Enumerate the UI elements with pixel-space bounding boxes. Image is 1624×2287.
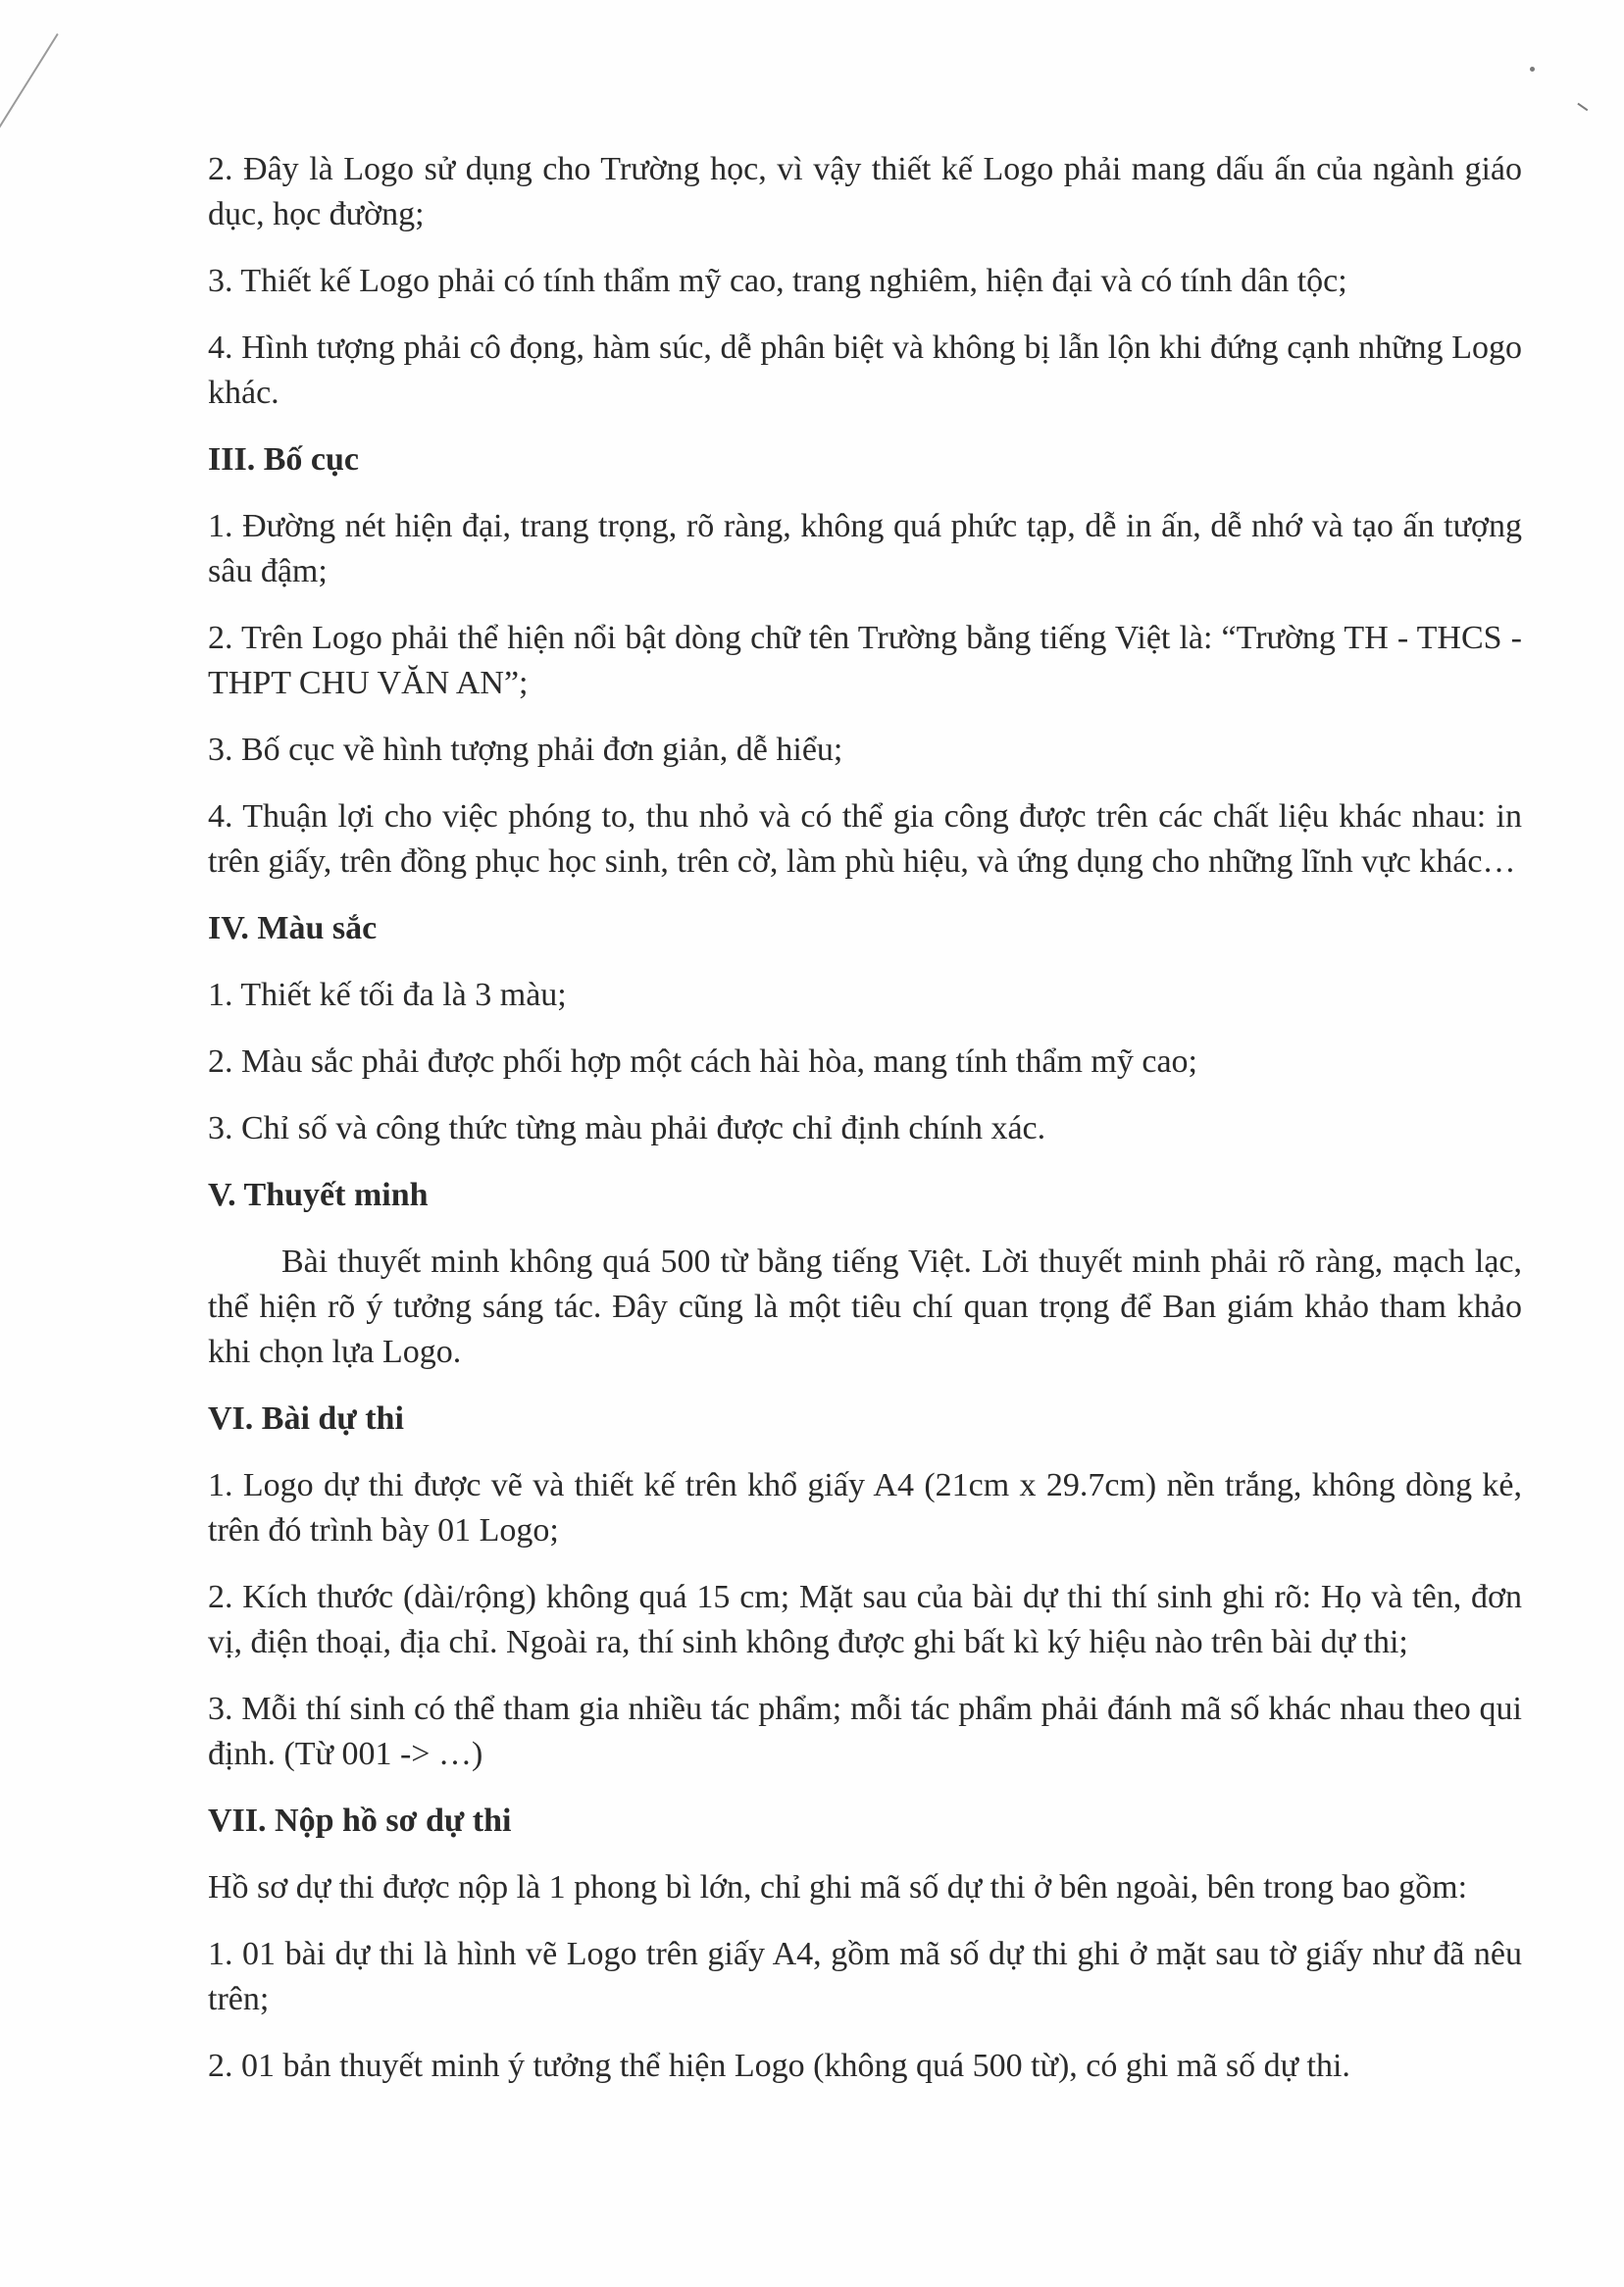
submission-intro: Hồ sơ dự thi được nộp là 1 phong bì lớn, chỉ ghi mã số dự thi ở bên ngoài, bên trong bao gồm: bbox=[208, 1869, 1468, 1906]
document-body bbox=[208, 147, 1522, 2110]
scan-line-mark bbox=[0, 33, 58, 134]
item-top-4: 4. Hình tượng phải cô đọng, hàm súc, dễ phân biệt và không bị lẫn lộn khi đứng cạnh những Logo khác. bbox=[208, 330, 1522, 411]
description-text: Bài thuyết minh không quá 500 từ bằng tiếng Việt. Lời thuyết minh phải rõ ràng, mạch lạc, thể hiện rõ ý tưởng sáng tác. Đây cũng là một tiêu chí quan trọng để Ban giám khảo tham khảo khi chọn lựa Logo. bbox=[208, 1244, 1522, 1370]
section-heading-submission: VII. Nộp hồ sơ dự thi bbox=[208, 1803, 512, 1839]
color-item-3: 3. Chỉ số và công thức từng màu phải được chỉ định chính xác. bbox=[208, 1110, 1046, 1146]
layout-item-2: 2. Trên Logo phải thể hiện nổi bật dòng chữ tên Trường bằng tiếng Việt là: “Trường TH - THCS - THPT CHU VĂN AN”; bbox=[208, 620, 1522, 701]
color-item-1: 1. Thiết kế tối đa là 3 màu; bbox=[208, 977, 567, 1013]
color-item-2: 2. Màu sắc phải được phối hợp một cách hài hòa, mang tính thẩm mỹ cao; bbox=[208, 1043, 1197, 1080]
section-heading-colors: IV. Màu sắc bbox=[208, 910, 378, 946]
scan-dot-mark bbox=[1530, 67, 1535, 72]
item-top-2: 2. Đây là Logo sử dụng cho Trường học, vì vậy thiết kế Logo phải mang dấu ấn của ngành giáo dục, học đường; bbox=[208, 151, 1522, 232]
entry-item-1: 1. Logo dự thi được vẽ và thiết kế trên khổ giấy A4 (21cm x 29.7cm) nền trắng, không dòng kẻ, trên đó trình bày 01 Logo; bbox=[208, 1467, 1522, 1549]
layout-item-1: 1. Đường nét hiện đại, trang trọng, rõ ràng, không quá phức tạp, dễ in ấn, dễ nhớ và tạo ấn tượng sâu đậm; bbox=[208, 508, 1522, 589]
submission-item-2: 2. 01 bản thuyết minh ý tưởng thể hiện Logo (không quá 500 từ), có ghi mã số dự thi. bbox=[208, 2048, 1350, 2084]
entry-item-3: 3. Mỗi thí sinh có thể tham gia nhiều tác phẩm; mỗi tác phẩm phải đánh mã số khác nhau theo qui định. (Từ 001 -> …) bbox=[208, 1691, 1522, 1772]
submission-item-1: 1. 01 bài dự thi là hình vẽ Logo trên giấy A4, gồm mã số dự thi ghi ở mặt sau tờ giấy như đã nêu trên; bbox=[208, 1936, 1522, 2017]
layout-item-3: 3. Bố cục về hình tượng phải đơn giản, dễ hiểu; bbox=[208, 732, 843, 768]
section-heading-layout: III. Bố cục bbox=[208, 441, 359, 478]
item-top-3: 3. Thiết kế Logo phải có tính thẩm mỹ cao, trang nghiêm, hiện đại và có tính dân tộc; bbox=[208, 263, 1347, 299]
section-heading-description: V. Thuyết minh bbox=[208, 1177, 429, 1213]
layout-item-4: 4. Thuận lợi cho việc phóng to, thu nhỏ và có thể gia công được trên các chất liệu khác nhau: in trên giấy, trên đồng phục học sinh, trên cờ, làm phù hiệu, và ứng dụng cho những lĩnh vực khác… bbox=[208, 798, 1522, 880]
scan-dash-mark bbox=[1578, 103, 1589, 111]
entry-item-2: 2. Kích thước (dài/rộng) không quá 15 cm; Mặt sau của bài dự thi thí sinh ghi rõ: Họ và tên, đơn vị, điện thoại, địa chỉ. Ngoài ra, thí sinh không được ghi bất kì ký hiệu nào trên bài dự thi; bbox=[208, 1579, 1522, 1660]
section-heading-entry: VI. Bài dự thi bbox=[208, 1400, 404, 1437]
